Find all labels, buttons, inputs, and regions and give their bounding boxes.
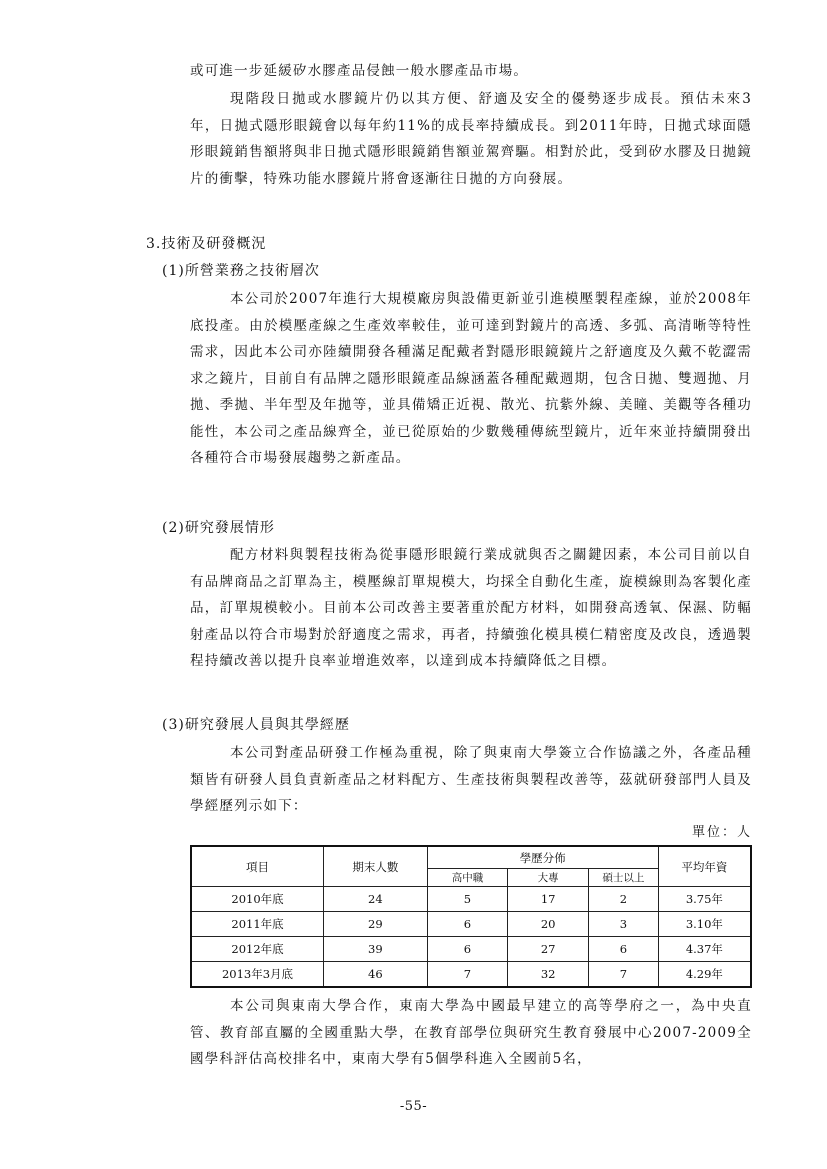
closing-paragraph: 本公司與東南大學合作，東南大學為中國最早建立的高等學府之一，為中央直管、教育部直屬的全國重點大學，在教育部學位與研究生教育發展中心2007-2009全國學科評估高校排名中，東南大學有5個學科進入全國前5名， [190, 998, 752, 1067]
cell-item: 2011年底 [191, 912, 324, 937]
intro-line: 或可進一步延緩矽水膠產品侵蝕一般水膠產品市場。 [190, 63, 529, 79]
cell-item: 2010年底 [191, 887, 324, 912]
cell-high-school: 5 [427, 887, 508, 912]
header-avg-years: 平均年資 [658, 846, 751, 887]
header-count: 期末人數 [324, 846, 428, 887]
cell-master: 7 [589, 962, 659, 988]
header-college: 大專 [508, 869, 589, 887]
unit-label: 單位：人 [691, 825, 752, 840]
cell-count: 24 [324, 887, 428, 912]
table-row [191, 887, 751, 912]
cell-item: 2012年底 [191, 937, 324, 962]
cell-count: 39 [324, 937, 428, 962]
subsection-1-heading: (1)所營業務之技術層次 [162, 263, 320, 279]
cell-master: 3 [589, 912, 659, 937]
subsection-2-heading: (2)研究發展情形 [162, 520, 275, 536]
page-number: -55- [399, 1099, 428, 1114]
table-row [191, 962, 751, 988]
cell-high-school: 6 [427, 912, 508, 937]
cell-college: 20 [508, 912, 589, 937]
subsection-3-heading: (3)研究發展人員與其學經歷 [162, 717, 350, 733]
cell-avg-years: 3.10年 [658, 912, 751, 937]
cell-master: 2 [589, 887, 659, 912]
header-master: 碩士以上 [589, 869, 659, 887]
cell-high-school: 7 [427, 962, 508, 988]
rd-staff-table [190, 845, 752, 988]
table-header-row [191, 846, 751, 869]
table-row [191, 937, 751, 962]
subsection-2-body: 配方材料與製程技術為從事隱形眼鏡行業成就與否之關鍵因素，本公司目前以自有品牌商品之訂單為主，模壓線訂單規模大，均採全自動化生產，旋模線則為客製化產品，訂單規模較小。目前本公司改善主要著重於配方材料，如開發高透氧、保濕、防輻射產品以符合市場對於舒適度之需求，再者，持續強化模具模仁精密度及改良，透過製程持續改善以提升良率並增進效率，以達到成本持續降低之目標。 [190, 547, 752, 669]
cell-avg-years: 4.37年 [658, 937, 751, 962]
cell-master: 6 [589, 937, 659, 962]
header-item: 項目 [191, 846, 324, 887]
cell-college: 27 [508, 937, 589, 962]
subsection-1-body: 本公司於2007年進行大規模廠房與設備更新並引進模壓製程產線，並於2008年底投產。由於模壓產線之生產效率較佳，並可達到對鏡片的高透、多弧、高清晰等特性需求，因此本公司亦陸續開發各種滿足配戴者對隱形眼鏡鏡片之舒適度及久戴不乾澀需求之鏡片，目前自有品牌之隱形眼鏡產品線涵蓋各種配戴週期，包含日拋、雙週拋、月拋、季拋、半年型及年拋等，並具備矯正近視、散光、抗紫外線、美瞳、美觀等各種功能性，本公司之產品線齊全，並已從原始的少數幾種傳統型鏡片，近年來並持續開發出各種符合市場發展趨勢之新產品。 [190, 291, 752, 466]
subsection-3-body: 本公司對產品研發工作極為重視，除了與東南大學簽立合作協議之外，各產品種類皆有研發人員負責新產品之材料配方、生產技術與製程改善等，茲就研發部門人員及學經歷列示如下： [190, 745, 752, 814]
intro-paragraph: 現階段日拋或水膠鏡片仍以其方便、舒適及安全的優勢逐步成長。預估未來3年，日拋式隱形眼鏡會以每年約11%的成長率持續成長。到2011年時，日拋式球面隱形眼鏡銷售額將與非日拋式隱形眼鏡銷售額並駕齊驅。相對於此，受到矽水膠及日拋鏡片的衝擊，特殊功能水膠鏡片將會逐漸往日拋的方向發展。 [190, 91, 752, 187]
cell-high-school: 6 [427, 937, 508, 962]
cell-item: 2013年3月底 [191, 962, 324, 988]
table-row [191, 912, 751, 937]
header-high-school: 高中職 [427, 869, 508, 887]
cell-count: 29 [324, 912, 428, 937]
header-education: 學歷分佈 [427, 846, 658, 869]
cell-count: 46 [324, 962, 428, 988]
cell-avg-years: 3.75年 [658, 887, 751, 912]
cell-avg-years: 4.29年 [658, 962, 751, 988]
section-3-heading: 3.技術及研發概況 [146, 236, 267, 252]
cell-college: 17 [508, 887, 589, 912]
cell-college: 32 [508, 962, 589, 988]
